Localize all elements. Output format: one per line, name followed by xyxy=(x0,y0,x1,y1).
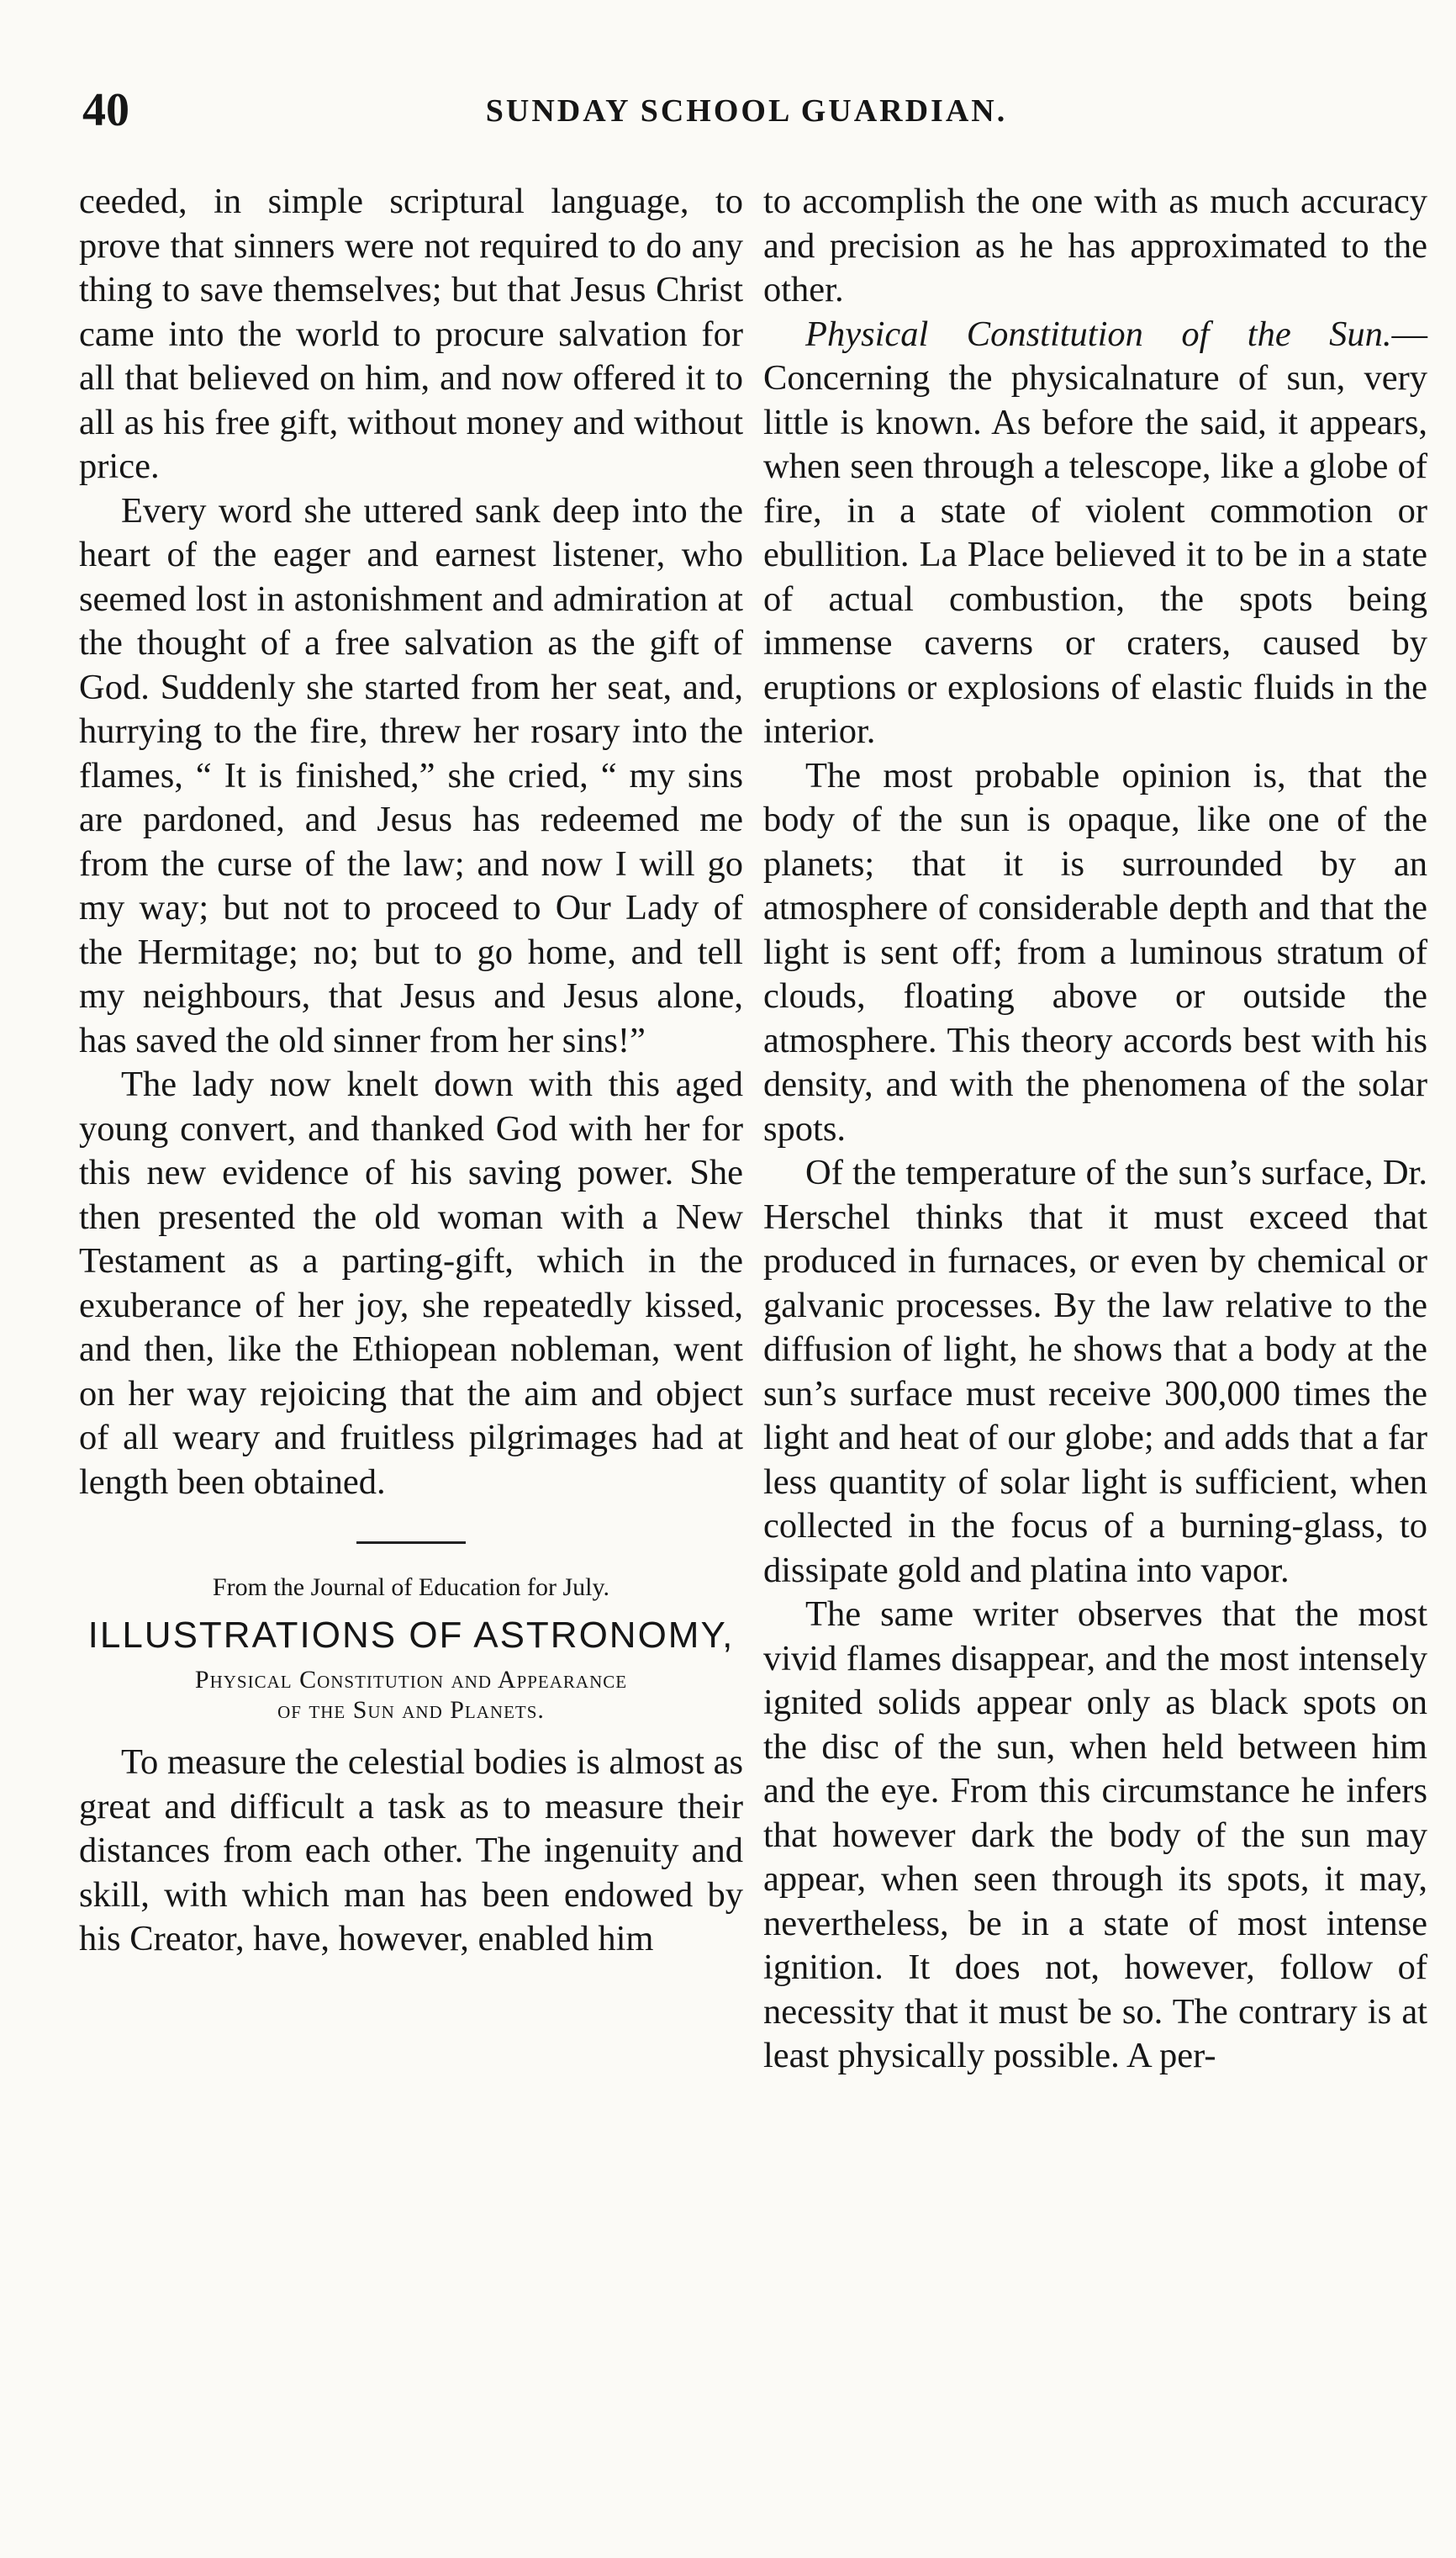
paragraph: to accomplish the one with as much accuracy and precision as he has approximated to the other. xyxy=(763,182,1427,309)
paragraph: The most probable opinion is, that the body of the sun is opaque, like one of the planets; that it is surrounded by an atmosphere of considerable depth and that the light is sent off; from a luminous stratum of clouds, floating above or outside the atmosphere. This theory accords best with his density, and with the phenomena of the solar spots. xyxy=(763,755,1427,1149)
section-heading: Physical Constitution of the Sun. xyxy=(805,314,1392,354)
paragraph: Every word she uttered sank deep into the heart of the eager and earnest listener, who seemed lost in astonishment and admiration at the thought of a free salvation as the gift of God. Suddenly she started from her seat, and, hurrying to the fire, threw her rosary into the flames, “ It is finished,” she cried, “ my sins are pardoned, and Jesus has redeemed me from the curse of the law; and now I will go my way; but not to proceed to Our Lady of the Hermitage; no; but to go home, and tell my neighbours, that Jesus and Jesus alone, has saved the old sinner from her sins!” xyxy=(79,490,743,1060)
paragraph: The lady now knelt down with this aged young convert, and thanked God with her for this new evidence of his saving power. She then presented the old woman with a New Testament as a parting-gift, which in the exuberance of her joy, she repeatedly kissed, and then, like the Ethiopean nobleman, went on her way rejoicing that the aim and object of all weary and fruitless pilgrimages had at length been obtained. xyxy=(79,1065,743,1502)
left-column xyxy=(79,180,743,1962)
paragraph-body: —Concerning the physicalnature of sun, very little is known. As before the said, it appears, when seen through a telescope, like a globe of fire, in a state of violent commotion or ebullition. La Place believed it to be in a state of actual combustion, the spots being immense caverns or craters, caused by eruptions or explosions of elastic fluids in the interior. xyxy=(763,314,1427,751)
right-column xyxy=(763,180,1427,2079)
article-subtitle-line-1: Physical Constitution and Appearance xyxy=(194,1666,628,1694)
paragraph: ceeded, in simple scriptural language, to prove that sinners were not required to do any thing to save themselves; but that Jesus Christ came into the world to procure salvation for all that believed on him, and now offered it to all as his free gift, without money and without price. xyxy=(79,182,743,486)
source-line: From the Journal of Education for July. xyxy=(212,1573,610,1601)
article-subtitle xyxy=(79,1665,743,1726)
divider xyxy=(356,1541,466,1544)
paragraph xyxy=(763,313,1427,754)
running-title: SUNDAY SCHOOL GUARDIAN. xyxy=(485,93,1008,129)
paragraph: The same writer observes that the most vivid flames disappear, and the most intensely ignited solids appear only as black spots on the disc of the sun, when held between him and the eye. From this circumstance he infers that however dark the body of the sun may appear, when seen through its spots, it may, nevertheless, be in a state of most intense ignition. It does not, however, follow of necessity that it must be so. The contrary is at least physically possible. A per- xyxy=(763,1594,1427,2075)
article-title: ILLUSTRATIONS OF ASTRONOMY, xyxy=(87,1615,735,1656)
paragraph: To measure the celestial bodies is almost as great and difficult a task as to measure their distances from each other. The ingenuity and skill, with which man has been endowed by his Creator, have, however, enabled him xyxy=(79,1742,743,1958)
page-header xyxy=(82,81,1411,140)
paragraph: Of the temperature of the sun’s surface, Dr. Herschel thinks that it must exceed that produced in furnaces, or even by chemical or galvanic processes. By the law relative to the diffusion of light, he shows that a body at the sun’s surface must receive 300,000 times the light and heat of our globe; and adds that a far less quantity of solar light is sufficient, when collected in the focus of a burning-glass, to dissipate gold and platina into vapor. xyxy=(763,1153,1427,1590)
article-subtitle-line-2: of the Sun and Planets. xyxy=(277,1696,545,1724)
page-number: 40 xyxy=(82,84,129,136)
